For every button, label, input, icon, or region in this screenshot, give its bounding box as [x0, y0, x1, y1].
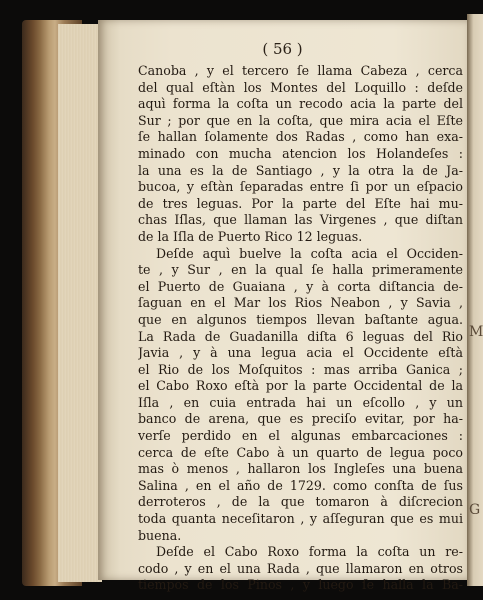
text-line: te , y Sur , en la qual ſe halla primeramente: [138, 262, 463, 278]
facing-page-glyph: G: [469, 502, 481, 518]
page-text: [138, 63, 463, 594]
book: [22, 14, 483, 593]
text-line: de la Iſla de Puerto Rico 12 leguas.: [138, 228, 363, 244]
text-line: la una es la de Santiago , y la otra la de Ja-: [138, 162, 463, 178]
text-line: Deſde el Cabo Roxo forma la coſta un re-: [156, 544, 463, 560]
text-line: chas Iſlas, que llaman las Virgenes , que diſtan: [138, 212, 463, 228]
text-line: ſe hallan ſolamente dos Radas , como han exa-: [138, 129, 463, 145]
text-line: Sur ; por que en la coſta, que mira acia el Eſte: [138, 112, 463, 128]
paragraph-2: [138, 246, 463, 545]
text-line: el Rio de los Moſquitos : mas arriba Ganica ;: [138, 361, 463, 377]
text-line: Canoba , y el tercero ſe llama Cabeza , cerca: [138, 63, 463, 78]
page-number: ( 56 ): [262, 40, 303, 58]
paragraph-1: [138, 63, 463, 246]
text-line: el Cabo Roxo eſtà por la parte Occidental de la: [138, 378, 463, 394]
text-line: que en algunos tiempos llevan baſtante agua.: [138, 311, 463, 327]
text-line: bucoa, y eſtàn ſeparadas entre ſi por un eſpacio: [138, 179, 463, 195]
text-line: La Rada de Guadanilla diſta 6 leguas del Rio: [138, 328, 463, 344]
text-line: mas ò menos , hallaron los Ingleſes una buena: [138, 461, 463, 477]
book-page: [98, 20, 467, 593]
text-line: toda quanta neceſitaron , y aſſeguran que es mui: [138, 511, 463, 527]
text-line: cerca de eſte Cabo à un quarto de legua poco: [138, 444, 463, 460]
text-line: Deſde aquì buelve la coſta acia el Occiden-: [156, 245, 463, 261]
facing-page-edge: [467, 14, 483, 586]
text-line: el Puerto de Guaiana , y à corta diſtancia de-: [138, 278, 463, 294]
text-line: tiempos de los Pinos , y luego ſe halla la Ba-: [138, 577, 463, 593]
text-line: verſe perdido en el algunas embarcaciones :: [138, 428, 463, 444]
facing-page-glyph: M: [469, 324, 483, 340]
paragraph-3: [138, 544, 463, 594]
text-line: Iſla , en cuia entrada hai un eſcollo , y un: [138, 394, 463, 410]
text-line: Salina , en el año de 1729. como conſta de ſus: [138, 477, 463, 493]
text-line: codo , y en el una Rada , que llamaron en otros: [138, 560, 463, 576]
text-line: minado con mucha atencion los Holandeſes :: [138, 145, 463, 161]
text-line: del qual eſtàn los Montes del Loquillo : deſde: [138, 79, 463, 95]
text-line: de tres leguas. Por la parte del Eſte hai mu-: [138, 195, 463, 211]
page-edges: [58, 24, 102, 582]
text-line: ſaguan en el Mar los Rios Neabon , y Savia ,: [138, 295, 463, 311]
text-line: Javia , y à una legua acia el Occidente eſtà: [138, 345, 463, 361]
text-line: derroteros , de la que tomaron à diſcrecion: [138, 494, 463, 510]
text-line: banco de arena, que es preciſo evitar, por ha-: [138, 411, 463, 427]
text-line: aquì forma la coſta un recodo acia la parte del: [138, 96, 463, 112]
text-line: buena.: [138, 527, 182, 543]
